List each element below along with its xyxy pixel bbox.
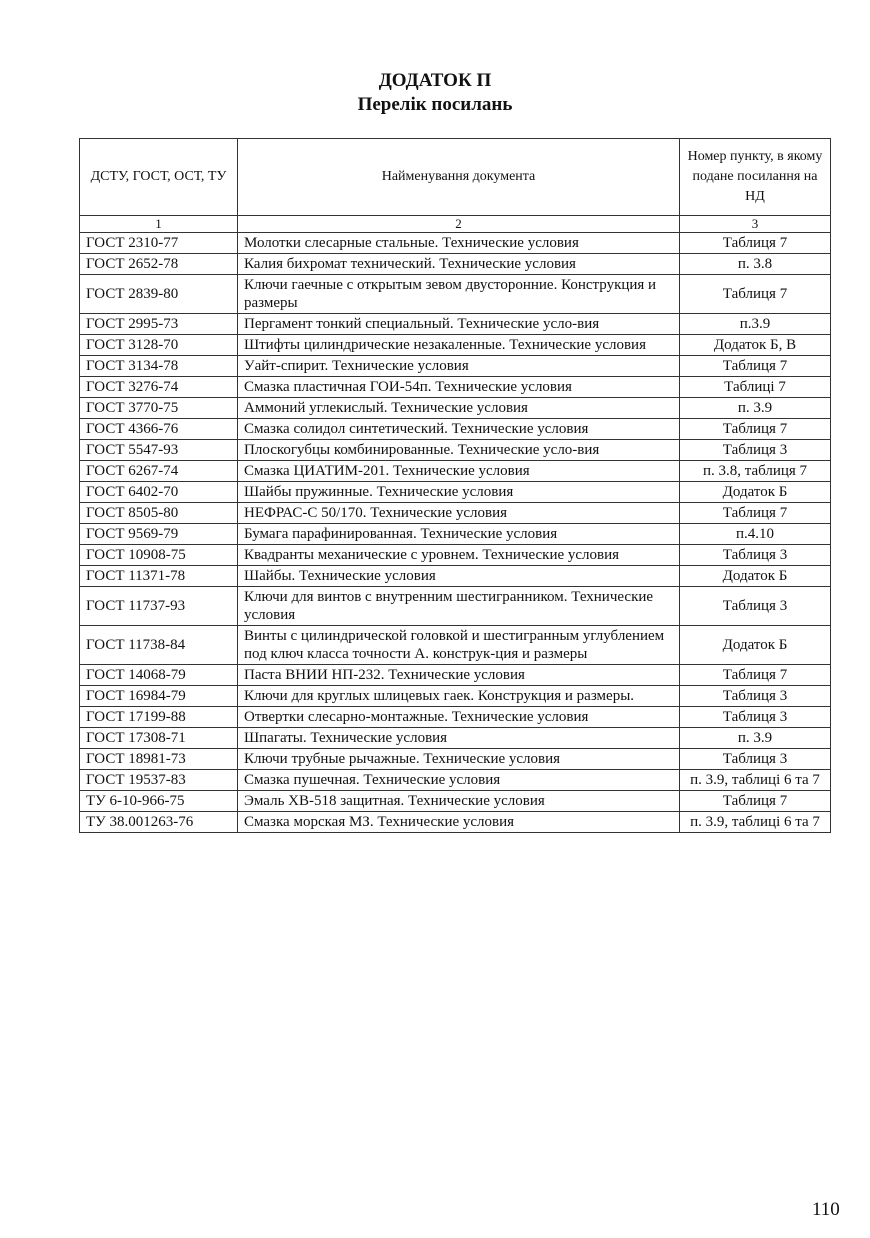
table-row [80,275,831,314]
standard-code-cell: ГОСТ 2652-78 [80,254,238,275]
document-name-cell: Ключи гаечные с открытым зевом двусторонние. Конструкция и размеры [238,275,680,314]
standard-code-cell: ГОСТ 8505-80 [80,503,238,524]
table-row [80,356,831,377]
document-name-cell: Эмаль ХВ-518 защитная. Технические условия [238,791,680,812]
document-name-cell: Паста ВНИИ НП-232. Технические условия [238,665,680,686]
document-name-cell: Шайбы пружинные. Технические условия [238,482,680,503]
document-name-cell: Ключи для круглых шлицевых гаек. Конструкция и размеры. [238,686,680,707]
reference-cell: п.4.10 [680,524,831,545]
standard-code-cell: ГОСТ 3276-74 [80,377,238,398]
reference-cell: Таблиця 7 [680,275,831,314]
standard-code-cell: ГОСТ 17308-71 [80,728,238,749]
column-number: 2 [238,216,680,233]
reference-cell: п.3.9 [680,314,831,335]
appendix-title: ДОДАТОК П [378,70,492,91]
table-row [80,545,831,566]
standard-code-cell: ГОСТ 2310-77 [80,233,238,254]
reference-cell: п. 3.9, таблиці 6 та 7 [680,770,831,791]
reference-cell: п. 3.9, таблиці 6 та 7 [680,812,831,833]
standard-code-cell: ГОСТ 18981-73 [80,749,238,770]
table-row [80,482,831,503]
table-row [80,233,831,254]
standard-code-cell: ГОСТ 4366-76 [80,419,238,440]
document-name-cell: Шайбы. Технические условия [238,566,680,587]
table-row [80,503,831,524]
table-row [80,665,831,686]
standard-code-cell: ГОСТ 3134-78 [80,356,238,377]
reference-cell: п. 3.9 [680,728,831,749]
table-row [80,707,831,728]
table-row [80,398,831,419]
standard-code-cell: ГОСТ 11371-78 [80,566,238,587]
standard-code-cell: ГОСТ 16984-79 [80,686,238,707]
standard-code-cell: ГОСТ 11738-84 [80,626,238,665]
document-name-cell: Квадранты механические с уровнем. Технические условия [238,545,680,566]
table-row [80,812,831,833]
standard-code-cell: ГОСТ 11737-93 [80,587,238,626]
reference-cell: Таблиця 3 [680,749,831,770]
document-name-cell: Ключи для винтов с внутренним шестигранником. Технические условия [238,587,680,626]
table-row [80,791,831,812]
standard-code-cell: ГОСТ 10908-75 [80,545,238,566]
reference-cell: п. 3.8 [680,254,831,275]
table-row [80,314,831,335]
standard-code-cell: ГОСТ 2839-80 [80,275,238,314]
document-name-cell: Смазка морская МЗ. Технические условия [238,812,680,833]
standard-code-cell: ГОСТ 2995-73 [80,314,238,335]
reference-cell: Таблиця 7 [680,233,831,254]
standard-code-cell: ГОСТ 6402-70 [80,482,238,503]
reference-cell: Додаток Б [680,626,831,665]
table-header-row [80,139,831,216]
reference-cell: Таблиця 7 [680,419,831,440]
table-row [80,626,831,665]
table-row [80,770,831,791]
table-row [80,587,831,626]
document-name-cell: Калия бихромат технический. Технические условия [238,254,680,275]
document-name-cell: Винты с цилиндрической головкой и шестигранным углублением под ключ класса точности А. конструк-ция и размеры [238,626,680,665]
standard-code-cell: ТУ 38.001263-76 [80,812,238,833]
document-name-cell: Шпагаты. Технические условия [238,728,680,749]
table-row [80,335,831,356]
table-row [80,728,831,749]
table-row [80,566,831,587]
appendix-subtitle: Перелік посилань [357,94,513,115]
table-row [80,749,831,770]
reference-cell: Таблиця 3 [680,440,831,461]
reference-cell: Таблиці 7 [680,377,831,398]
document-name-cell: Штифты цилиндрические незакаленные. Технические условия [238,335,680,356]
standard-code-cell: ГОСТ 9569-79 [80,524,238,545]
table-row [80,419,831,440]
document-name-cell: Отвертки слесарно-монтажные. Технические условия [238,707,680,728]
references-table [79,138,831,833]
standard-code-cell: ГОСТ 14068-79 [80,665,238,686]
document-name-cell: Смазка пластичная ГОИ-54п. Технические условия [238,377,680,398]
standard-code-cell: ГОСТ 6267-74 [80,461,238,482]
standard-code-cell: ГОСТ 5547-93 [80,440,238,461]
table-row [80,461,831,482]
reference-cell: Таблиця 3 [680,686,831,707]
reference-cell: Таблиця 3 [680,707,831,728]
document-name-cell: Смазка солидол синтетический. Технические условия [238,419,680,440]
page-number: 110 [812,1199,840,1220]
table-row [80,686,831,707]
document-name-cell: Уайт-спирит. Технические условия [238,356,680,377]
table-row [80,254,831,275]
standard-code-cell: ГОСТ 17199-88 [80,707,238,728]
table-row [80,440,831,461]
header-document-name: Найменування документа [238,139,680,216]
column-number: 3 [680,216,831,233]
reference-cell: Таблиця 7 [680,356,831,377]
document-name-cell: Плоскогубцы комбинированные. Технические усло-вия [238,440,680,461]
reference-cell: Таблиця 7 [680,791,831,812]
document-name-cell: Смазка ЦИАТИМ-201. Технические условия [238,461,680,482]
reference-cell: Таблиця 7 [680,503,831,524]
document-name-cell: Пергамент тонкий специальный. Технические усло-вия [238,314,680,335]
standard-code-cell: ГОСТ 3770-75 [80,398,238,419]
reference-cell: Таблиця 7 [680,665,831,686]
column-number: 1 [80,216,238,233]
reference-cell: Додаток Б [680,482,831,503]
document-name-cell: Бумага парафинированная. Технические условия [238,524,680,545]
reference-cell: Додаток Б [680,566,831,587]
header-reference-point: Номер пункту, в якому подане посилання на НД [680,139,831,216]
standard-code-cell: ТУ 6-10-966-75 [80,791,238,812]
reference-cell: Таблиця 3 [680,545,831,566]
document-name-cell: Ключи трубные рычажные. Технические условия [238,749,680,770]
table-row [80,377,831,398]
reference-cell: п. 3.9 [680,398,831,419]
standard-code-cell: ГОСТ 19537-83 [80,770,238,791]
table-row [80,524,831,545]
document-name-cell: Смазка пушечная. Технические условия [238,770,680,791]
document-name-cell: Аммоний углекислый. Технические условия [238,398,680,419]
document-name-cell: НЕФРАС-С 50/170. Технические условия [238,503,680,524]
reference-cell: Таблиця 3 [680,587,831,626]
standard-code-cell: ГОСТ 3128-70 [80,335,238,356]
reference-cell: п. 3.8, таблиця 7 [680,461,831,482]
header-standard: ДСТУ, ГОСТ, ОСТ, ТУ [80,139,238,216]
document-name-cell: Молотки слесарные стальные. Технические условия [238,233,680,254]
reference-cell: Додаток Б, В [680,335,831,356]
column-number-row [80,216,831,233]
